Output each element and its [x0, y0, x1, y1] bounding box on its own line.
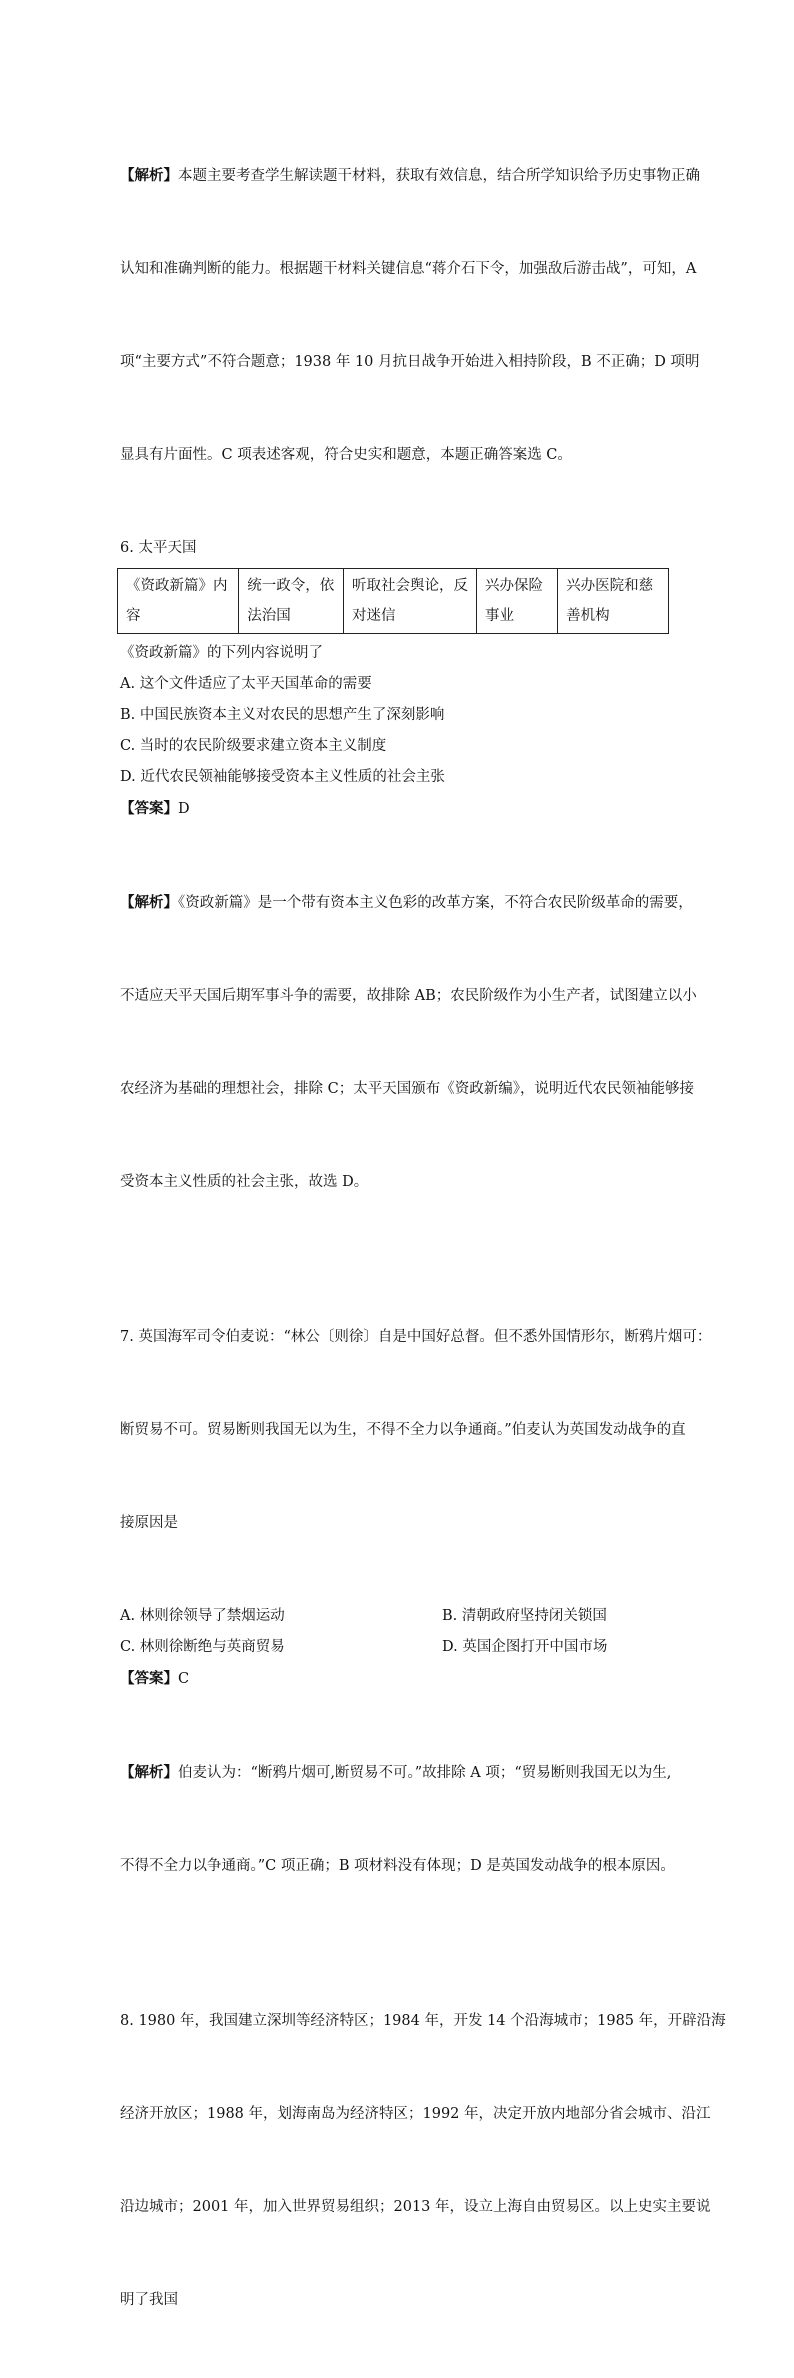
q7-options-row — [120, 1601, 680, 1632]
table-cell: 听取社会舆论，反 对迷信 — [344, 569, 477, 634]
q6-option-a: A. 这个文件适应了太平天国革命的需要 — [120, 676, 372, 692]
q6-answer — [120, 793, 680, 825]
table-cell: 兴办医院和慈 善机构 — [558, 569, 669, 634]
analysis-text: 项“主要方式”不符合题意；1938 年 10 月抗日战争开始进入相持阶段，B 不正确；D 项明 — [120, 354, 700, 370]
q7-stem: 7. 英国海军司令伯麦说：“林公〔则徐〕自是中国好总督。但不悉外国情形尔，断鸦片烟可： 断贸易不可。贸易断则我国无以为生，不得不全力以争通商。”伯麦认为英国发动战争的直 接原因是 — [120, 1329, 712, 1531]
answer-value: C — [178, 1671, 190, 1687]
answer-value: D — [178, 801, 190, 817]
analysis-text: 不适应天平天国后期军事斗争的需要，故排除 AB；农民阶级作为小生产者，试图建立以小 — [120, 988, 697, 1004]
q7-analysis — [120, 1695, 680, 1944]
analysis-label: 【解析】 — [120, 894, 178, 911]
analysis-text: 《资政新篇》是一个带有资本主义色彩的改革方案，不符合农民阶级革命的需要， — [178, 895, 693, 911]
analysis-text: 本题主要考查学生解读题干材料，获取有效信息，结合所学知识给予历史事物正确 — [178, 168, 700, 184]
analysis-label: 【解析】 — [120, 1764, 178, 1781]
analysis-text: 认知和准确判断的能力。根据题干材料关键信息“蒋介石下令，加强敌后游击战”，可知，A — [120, 261, 697, 277]
analysis-text: 不得不全力以争通商。”C 项正确；B 项材料没有体现；D 是英国发动战争的根本原因。 — [120, 1858, 675, 1874]
analysis-label: 【解析】 — [120, 167, 178, 184]
q8-stem: 8. 1980 年，我国建立深圳等经济特区；1984 年，开发 14 个沿海城市；1985 年，开辟沿海 经济开放区；1988 年，划海南岛为经济特区；1992 年，决定开放内地部分省会城市、沿江 沿边城市；2001 年，加入世界贸易组织；2013 年，设立上海自由贸易区。以上史实主要说 明了我国 — [120, 2013, 726, 2308]
q7-options-row — [120, 1632, 680, 1663]
table-cell: 兴办保险 事业 — [477, 569, 558, 634]
q6-option-d: D. 近代农民领袖能够接受资本主义性质的社会主张 — [120, 769, 445, 785]
q7-option-c: C. 林则徐断绝与英商贸易 — [120, 1639, 285, 1655]
q6-stem: 6. 太平天国 — [120, 540, 197, 556]
q6-source-table — [117, 568, 669, 634]
answer-label: 【答案】 — [120, 1670, 178, 1687]
q6-question: 《资政新篇》的下列内容说明了 — [120, 645, 323, 661]
q7-option-b: B. 清朝政府坚持闭关锁国 — [442, 1608, 607, 1624]
q7-option-d: D. 英国企图打开中国市场 — [442, 1639, 608, 1655]
analysis-text: 农经济为基础的理想社会，排除 C；太平天国颁布《资政新编》，说明近代农民领袖能够接 — [120, 1081, 694, 1097]
analysis-text: 受资本主义性质的社会主张，故选 D。 — [120, 1174, 369, 1190]
q6-option-c: C. 当时的农民阶级要求建立资本主义制度 — [120, 738, 387, 754]
table-cell: 《资政新篇》内容 — [118, 569, 239, 634]
answer-label: 【答案】 — [120, 800, 178, 817]
q7-option-a: A. 林则徐领导了禁烟运动 — [120, 1608, 285, 1624]
table-cell: 统一政令，依 法治国 — [239, 569, 344, 634]
q5-analysis — [120, 98, 700, 533]
q6-option-b: B. 中国民族资本主义对农民的思想产生了深刻影响 — [120, 707, 445, 723]
analysis-text: 显具有片面性。C 项表述客观，符合史实和题意，本题正确答案选 C。 — [120, 447, 572, 463]
document-page — [120, 98, 726, 2378]
analysis-text: 伯麦认为：“断鸦片烟可,断贸易不可。”故排除 A 项；“贸易断则我国无以为生, — [178, 1765, 672, 1781]
q6-analysis — [120, 825, 697, 1260]
q7-answer — [120, 1663, 680, 1695]
